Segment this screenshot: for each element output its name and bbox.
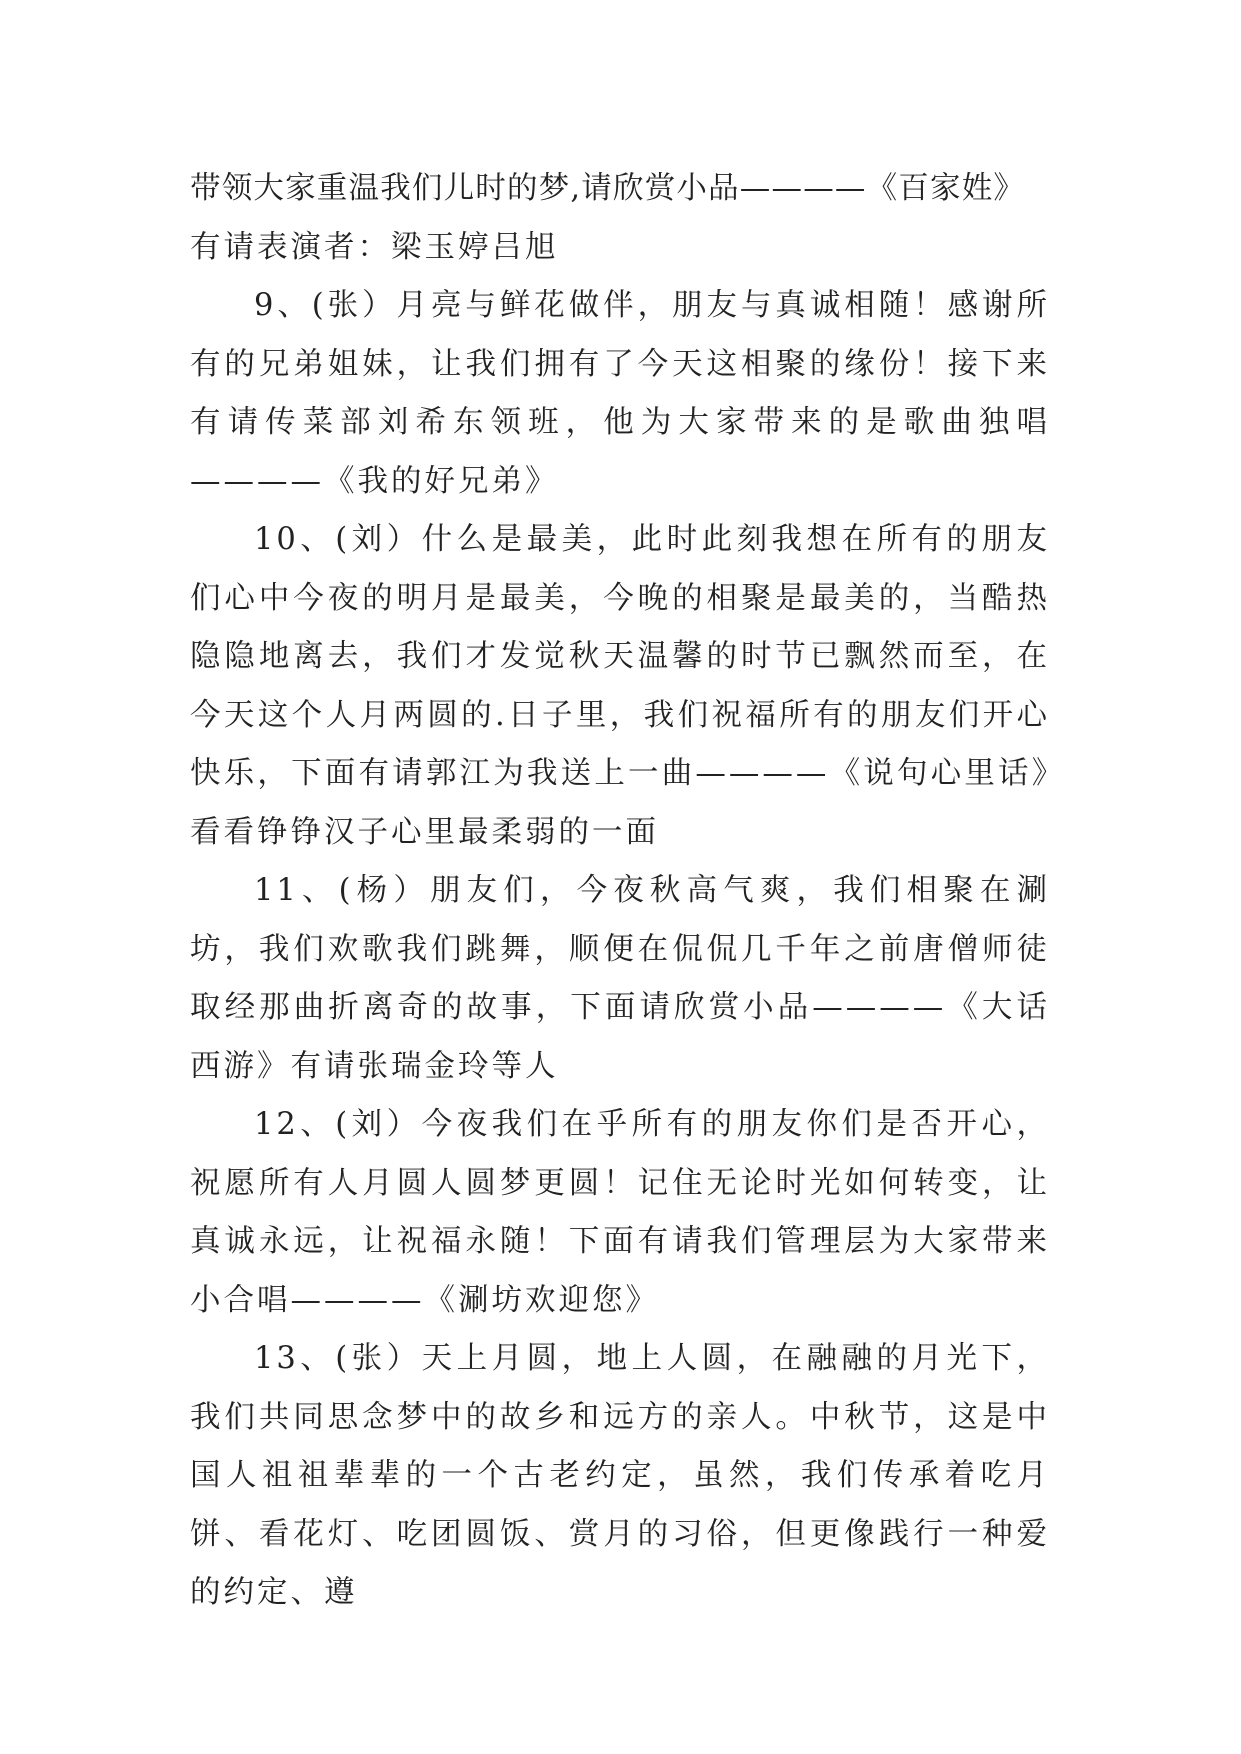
paragraph-9: 9、(张）月亮与鲜花做伴，朋友与真诚相随！感谢所有的兄弟姐妹，让我们拥有了今天这相聚的缘份！接下来有请传菜部刘希东领班，他为大家带来的是歌曲独唱————《我的好兄弟》: [190, 288, 1050, 499]
paragraph-continuation-line-2: 有请表演者：梁玉婷吕旭: [190, 229, 559, 265]
paragraph-continuation-line-1: 带领大家重温我们儿时的梦,请欣赏小品————《百家姓》: [190, 171, 1026, 206]
paragraph-12: 12、(刘）今夜我们在乎所有的朋友你们是否开心，祝愿所有人月圆人圆梦更圆！记住无论时光如何转变，让真诚永远，让祝福永随！下面有请我们管理层为大家带来小合唱————《涮坊欢迎您》: [190, 1107, 1050, 1318]
paragraph-13: 13、(张）天上月圆，地上人圆，在融融的月光下，我们共同思念梦中的故乡和远方的亲人。中秋节，这是中国人祖祖辈辈的一个古老约定，虽然，我们传承着吃月饼、看花灯、吃团圆饭、赏月的习俗，但更像践行一种爱的约定、遵: [190, 1341, 1050, 1610]
paragraph-10: 10、(刘）什么是最美，此时此刻我想在所有的朋友们心中今夜的明月是最美，今晚的相聚是最美的，当酷热隐隐地离去，我们才发觉秋天温馨的时节已飘然而至，在今天这个人月两圆的.日子里，我们祝福所有的朋友们开心快乐，下面有请郭江为我送上一曲————《说句心里话》看看铮铮汉子心里最柔弱的一面: [190, 522, 1050, 850]
document-body: [190, 160, 1050, 1623]
paragraph-11: 11、(杨）朋友们，今夜秋高气爽，我们相聚在涮坊，我们欢歌我们跳舞，顺便在侃侃几千年之前唐僧师徒取经那曲折离奇的故事，下面请欣赏小品————《大话西游》有请张瑞金玲等人: [190, 873, 1050, 1084]
